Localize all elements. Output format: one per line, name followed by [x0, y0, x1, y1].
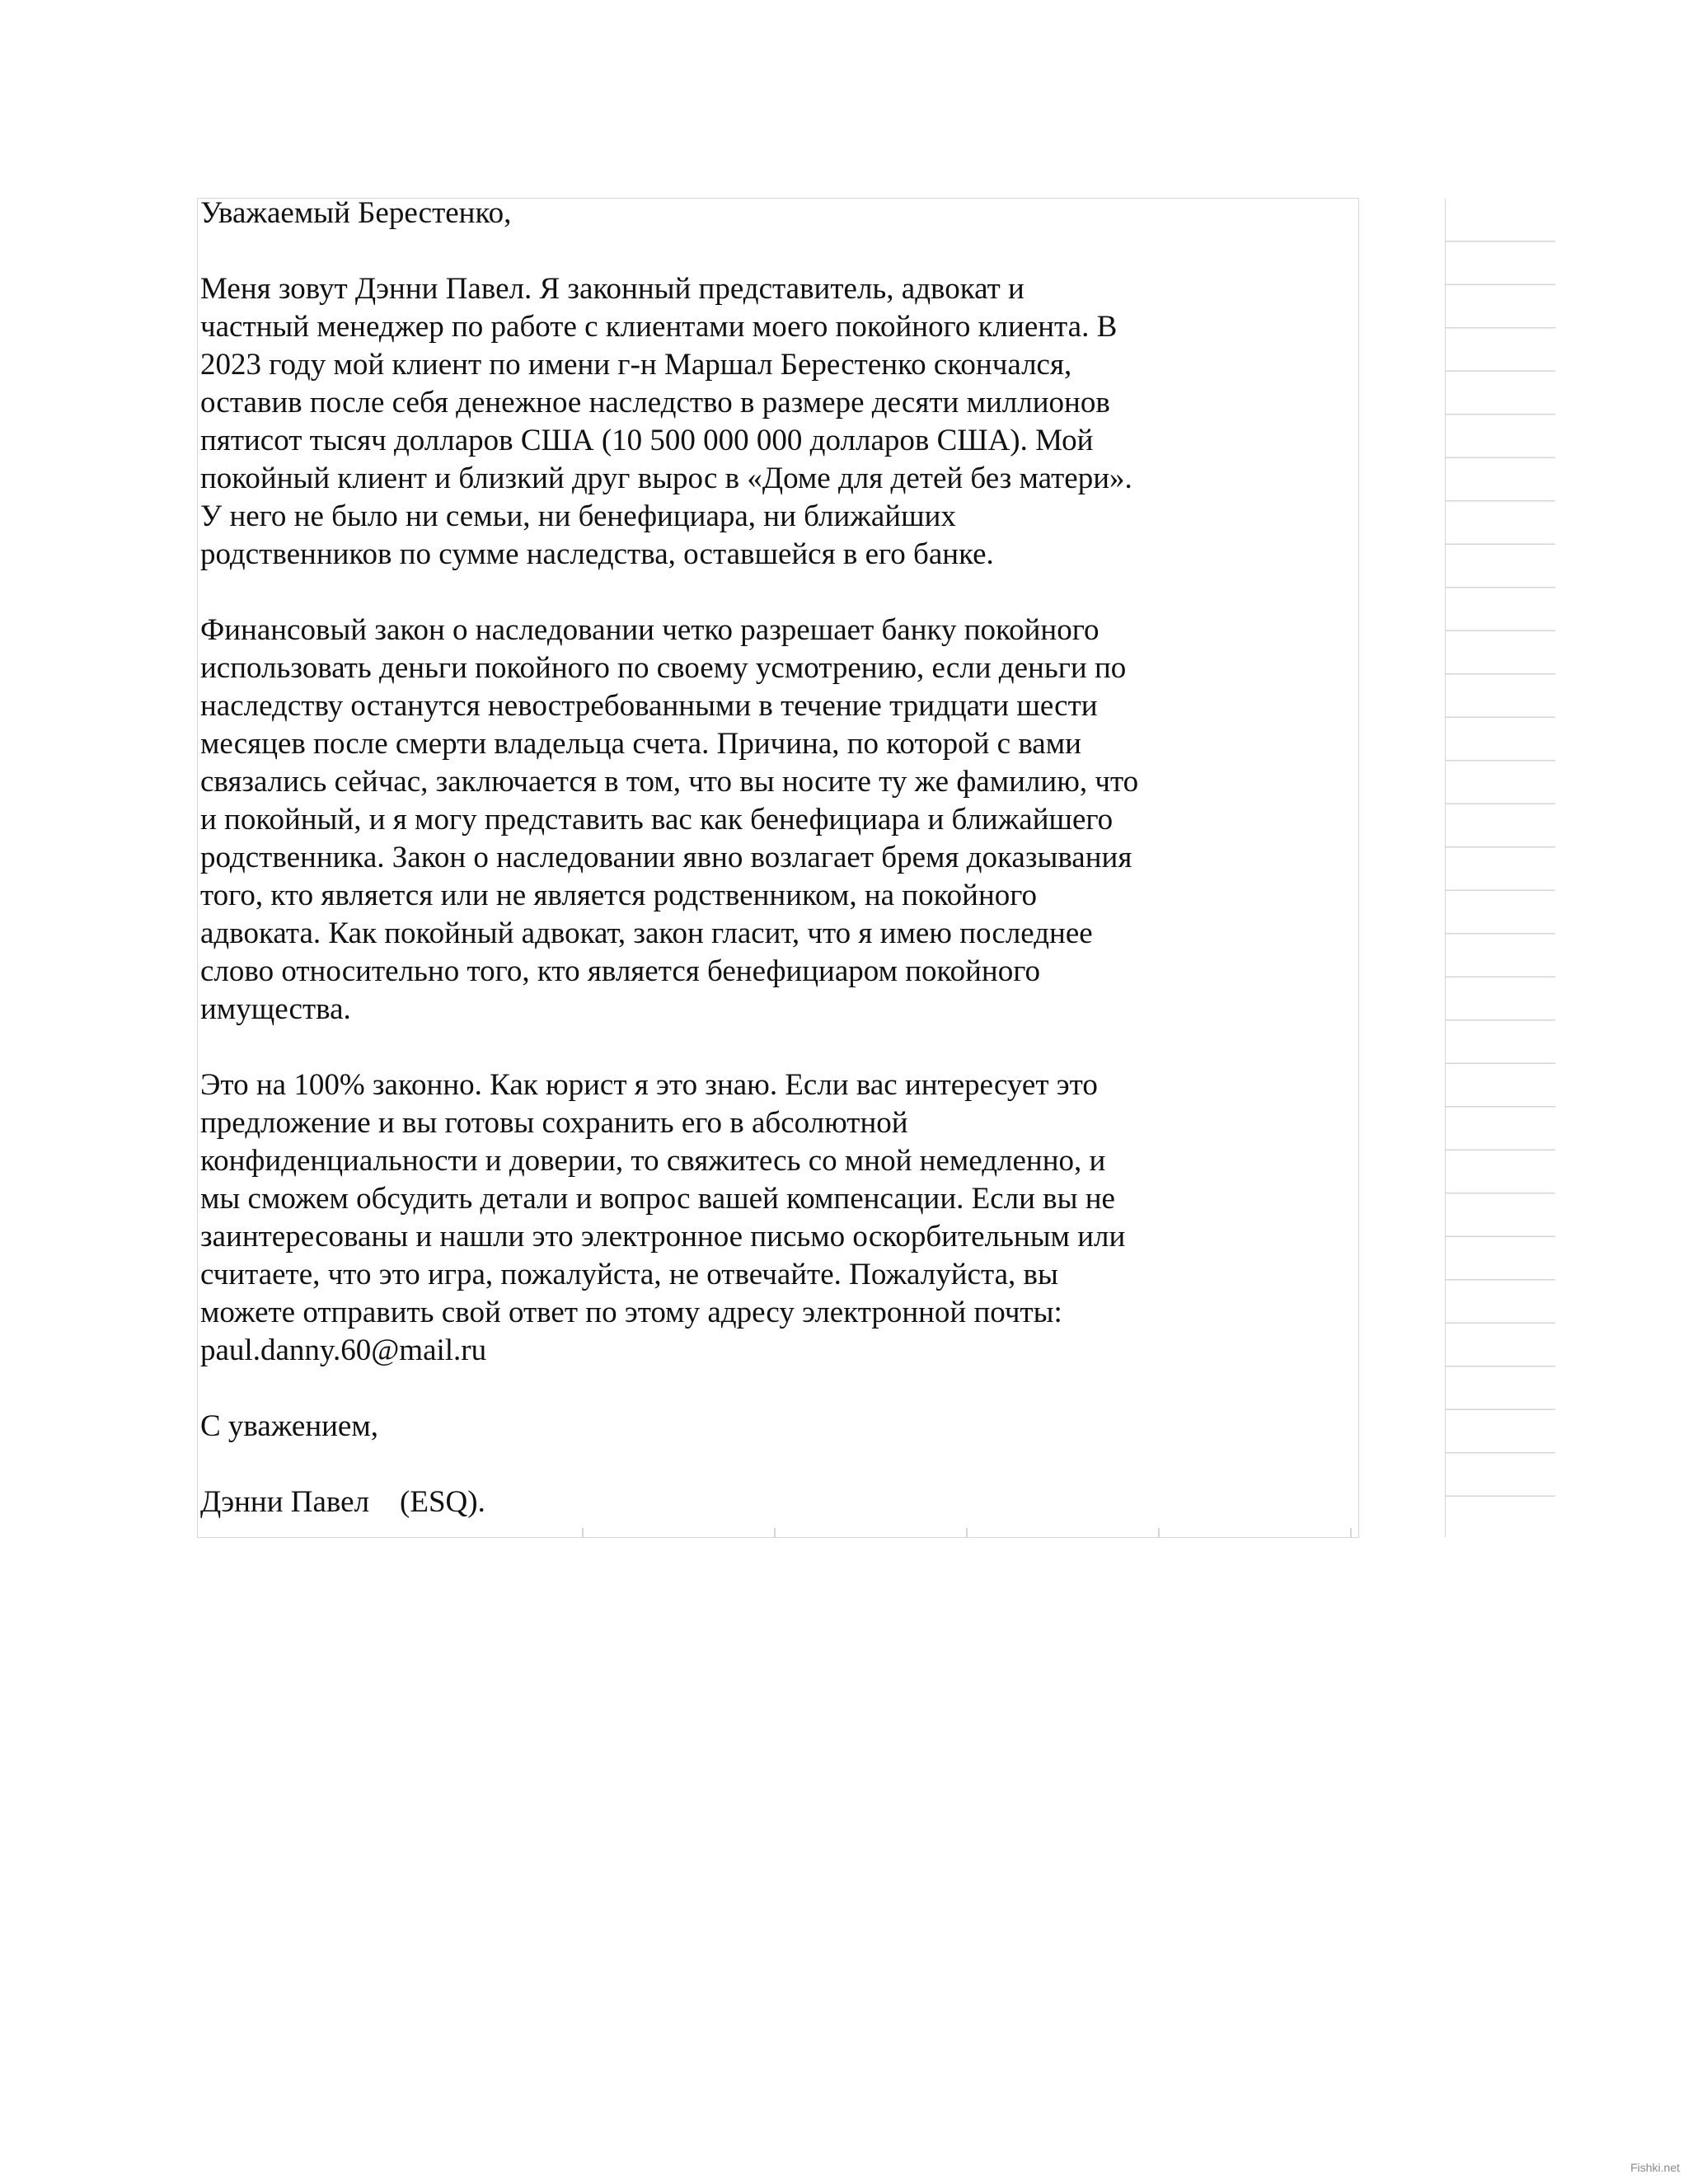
text-line: имущества. — [200, 992, 351, 1026]
watermark: Fishki.net — [1630, 2161, 1680, 2174]
text-line: использовать деньги покойного по своему усмотрению, если деньги по — [200, 651, 1127, 685]
paragraph-spacer — [200, 1029, 1264, 1066]
column-divider-tick — [1350, 1528, 1352, 1538]
text-line: связались сейчас, заключается в том, что вы носите ту же фамилию, что — [200, 765, 1139, 799]
text-line: Финансовый закон о наследовании четко разрешает банку покойного — [200, 613, 1100, 647]
text-line: мы сможем обсудить детали и вопрос вашей компенсации. Если вы не — [200, 1182, 1115, 1216]
text-line: конфиденциальности и доверии, то свяжитесь со мной немедленно, и — [200, 1144, 1106, 1178]
paragraph-spacer — [200, 232, 1264, 270]
column-divider-tick — [966, 1528, 968, 1538]
text-line: 2023 году мой клиент по имени г-н Маршал Берестенко скончался, — [200, 348, 1072, 382]
text-line: адвоката. Как покойный адвокат, закон гласит, что я имею последнее — [200, 916, 1093, 950]
text-line: пятисот тысяч долларов США (10 500 000 000 долларов США). Мой — [200, 424, 1094, 457]
text-line: Это на 100% законно. Как юрист я это знаю. Если вас интересует это — [200, 1068, 1098, 1102]
text-line: можете отправить свой ответ по этому адресу электронной почты: — [200, 1296, 1062, 1329]
letter-paragraph-2 — [200, 612, 1264, 1029]
text-line: месяцев после смерти владельца счета. Причина, по которой с вами — [200, 727, 1081, 761]
paragraph-spacer — [200, 1446, 1264, 1483]
empty-cell-column — [1445, 199, 1555, 1537]
text-line: частный менеджер по работе с клиентами моего покойного клиента. В — [200, 310, 1118, 344]
email-address: paul.danny.60@mail.ru — [200, 1333, 487, 1367]
letter-greeting: Уважаемый Берестенко, — [200, 196, 512, 230]
text-line: считаете, что это игра, пожалуйста, не отвечайте. Пожалуйста, вы — [200, 1258, 1058, 1291]
paragraph-spacer — [200, 574, 1264, 612]
letter-body — [200, 194, 1264, 1521]
paragraph-spacer — [200, 1370, 1264, 1408]
letter-signature: Дэнни Павел (ESQ). — [200, 1485, 485, 1519]
column-divider-tick — [582, 1528, 584, 1538]
column-divider-tick — [774, 1528, 776, 1538]
text-line: слово относительно того, кто является бенефициаром покойного — [200, 954, 1040, 988]
text-line: У него не было ни семьи, ни бенефициара, ни ближайших — [200, 499, 956, 533]
text-line: того, кто является или не является родственником, на покойного — [200, 879, 1038, 912]
text-line: Меня зовут Дэнни Павел. Я законный представитель, адвокат и — [200, 272, 1025, 306]
column-divider-tick — [1158, 1528, 1160, 1538]
text-line: предложение и вы готовы сохранить его в абсолютной — [200, 1106, 908, 1140]
text-line: заинтересованы и нашли это электронное письмо оскорбительным или — [200, 1220, 1126, 1254]
text-line: оставив после себя денежное наследство в размере десяти миллионов — [200, 386, 1110, 419]
text-line: родственников по сумме наследства, оставшейся в его банке. — [200, 537, 994, 571]
text-line: родственника. Закон о наследовании явно возлагает бремя доказывания — [200, 841, 1132, 874]
letter-closing: С уважением, — [200, 1409, 379, 1443]
text-line: покойный клиент и близкий друг вырос в «Доме для детей без матери». — [200, 462, 1132, 495]
letter-paragraph-1 — [200, 270, 1264, 574]
text-line: и покойный, и я могу представить вас как бенефициара и ближайшего — [200, 803, 1114, 837]
letter-paragraph-3 — [200, 1066, 1264, 1370]
text-line: наследству останутся невостребованными в течение тридцати шести — [200, 689, 1098, 723]
